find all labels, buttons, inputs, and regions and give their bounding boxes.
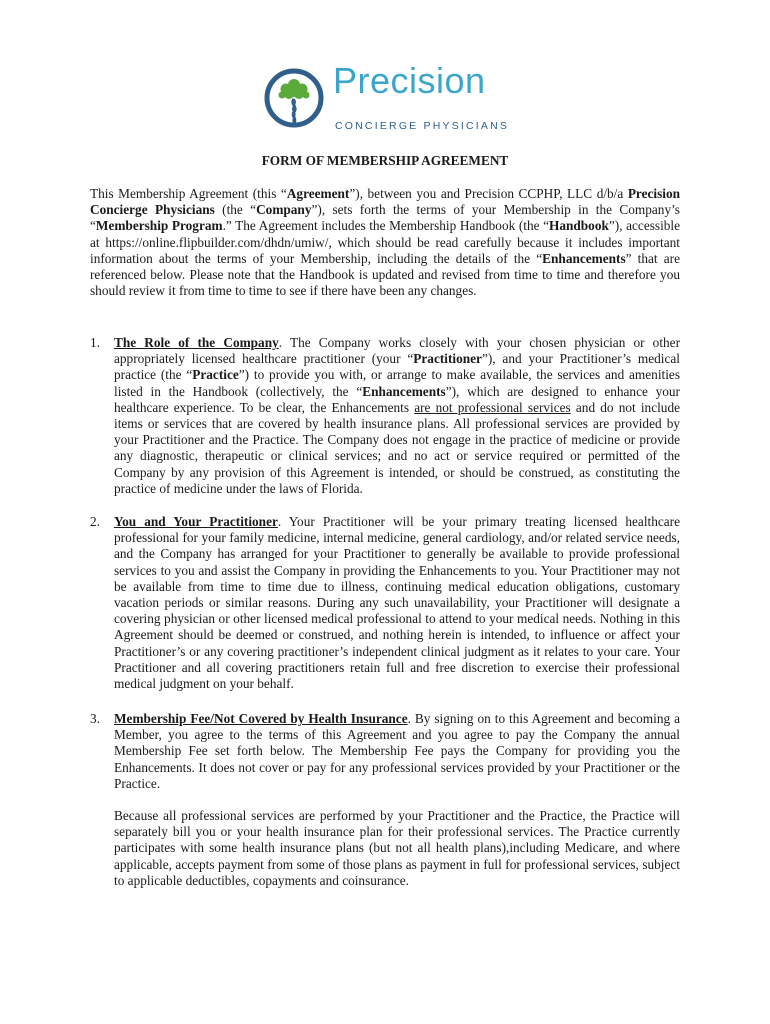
- brand-tagline: CONCIERGE PHYSICIANS: [335, 120, 510, 132]
- brand-name: Precision: [333, 60, 486, 101]
- tree-emblem-icon: [263, 66, 325, 132]
- document-title: FORM OF MEMBERSHIP AGREEMENT: [261, 153, 509, 168]
- company-logo: [263, 60, 513, 134]
- section-heading: You and Your Practitioner: [114, 514, 278, 529]
- section-you-and-practitioner: 2. You and Your Practitioner. Your Practitioner will be your primary treating licensed healthcare professional for your family medicine, internal medicine, general cardiology, and/or related service needs, and the Company has arranged for your Practitioner to generally be available to provide professional services to you and assist the Company in providing the Enhancements to you. Your Practitioner may not be available from time to time due to illness, continuing medical education obligations, customary vacation periods or similar reasons. During any such unavailability, your Practitioner will designate a covering physician or other licensed medical professional to attend to your medical needs. Nothing in this Agreement should be deemed or construed, and nothing herein is intended, to influence or affect your Practitioner’s or any covering practitioner’s independent clinical judgment as it relates to your care. Your Practitioner and all covering practitioners retain full and free discretion to exercise their professional medical judgment on your behalf.: [90, 514, 680, 692]
- section-number: 3.: [90, 711, 100, 726]
- section-heading: Membership Fee/Not Covered by Health Insurance: [114, 711, 408, 726]
- section-paragraph: Because all professional services are performed by your Practitioner and the Practice, the Practice will separately bill you or your health insurance plan for their professional services. The Practice currently participates with some health insurance plans (but not all health plans),including Medicare, and where applicable, accepts payment from some of those plans as payment in full for professional services, subject to applicable deductibles, copayments and coinsurance.: [114, 808, 680, 888]
- section-membership-fee: 3. Membership Fee/Not Covered by Health Insurance. By signing on to this Agreement and becoming a Member, you agree to the terms of this Agreement and you agree to pay the Company the annual Membership Fee set forth below. The Membership Fee pays the Company for providing you the Enhancements. It does not cover or pay for any professional services provided by your Practitioner or the Practice. Because all professional services are performed by your Practitioner and the Practice, the Practice will separately bill you or your health insurance plan for their professional services. The Practice currently participates with some health insurance plans (but not all health plans),including Medicare, and where applicable, accepts payment from some of those plans as payment in full for professional services, subject to applicable deductibles, copayments and coinsurance.: [90, 711, 680, 888]
- section-number: 2.: [90, 514, 100, 529]
- section-role-of-company: 1. The Role of the Company. The Company works closely with your chosen physician or other appropriately licensed healthcare practitioner (your “Practitioner”), and your Practitioner’s medical practice (the “Practice”) to provide you with, or arrange to make available, the services and amenities listed in the Handbook (collectively, the “Enhancements”), which are designed to enhance your healthcare experience. To be clear, the Enhancements are not professional services and do not include items or services that are covered by health insurance plans. All professional services are provided by your Practitioner and the Practice. The Company does not engage in the practice of medicine or provide any diagnostic, therapeutic or clinical services; and no act or service required or permitted of the Company by any provision of this Agreement is intended, or should be construed, as constituting the practice of medicine under the laws of Florida.: [90, 335, 681, 496]
- section-number: 1.: [90, 335, 100, 350]
- intro-paragraph: This Membership Agreement (this “Agreement”), between you and Precision CCPHP, LLC d/b/a Precision Concierge Physicians (the “Company”), sets forth the terms of your Membership in the Company’s “Membership Program.” The Agreement includes the Membership Handbook (the “Handbook”), accessible at https://online.flipbuilder.com/dhdn/umiw/, which should be read carefully because it includes important information about the terms of your Membership, including the details of the “Enhancements” that are referenced below. Please note that the Handbook is updated and revised from time to time and therefore you should review it from time to time to see if there have been any changes.: [90, 186, 681, 299]
- section-heading: The Role of the Company: [114, 335, 279, 350]
